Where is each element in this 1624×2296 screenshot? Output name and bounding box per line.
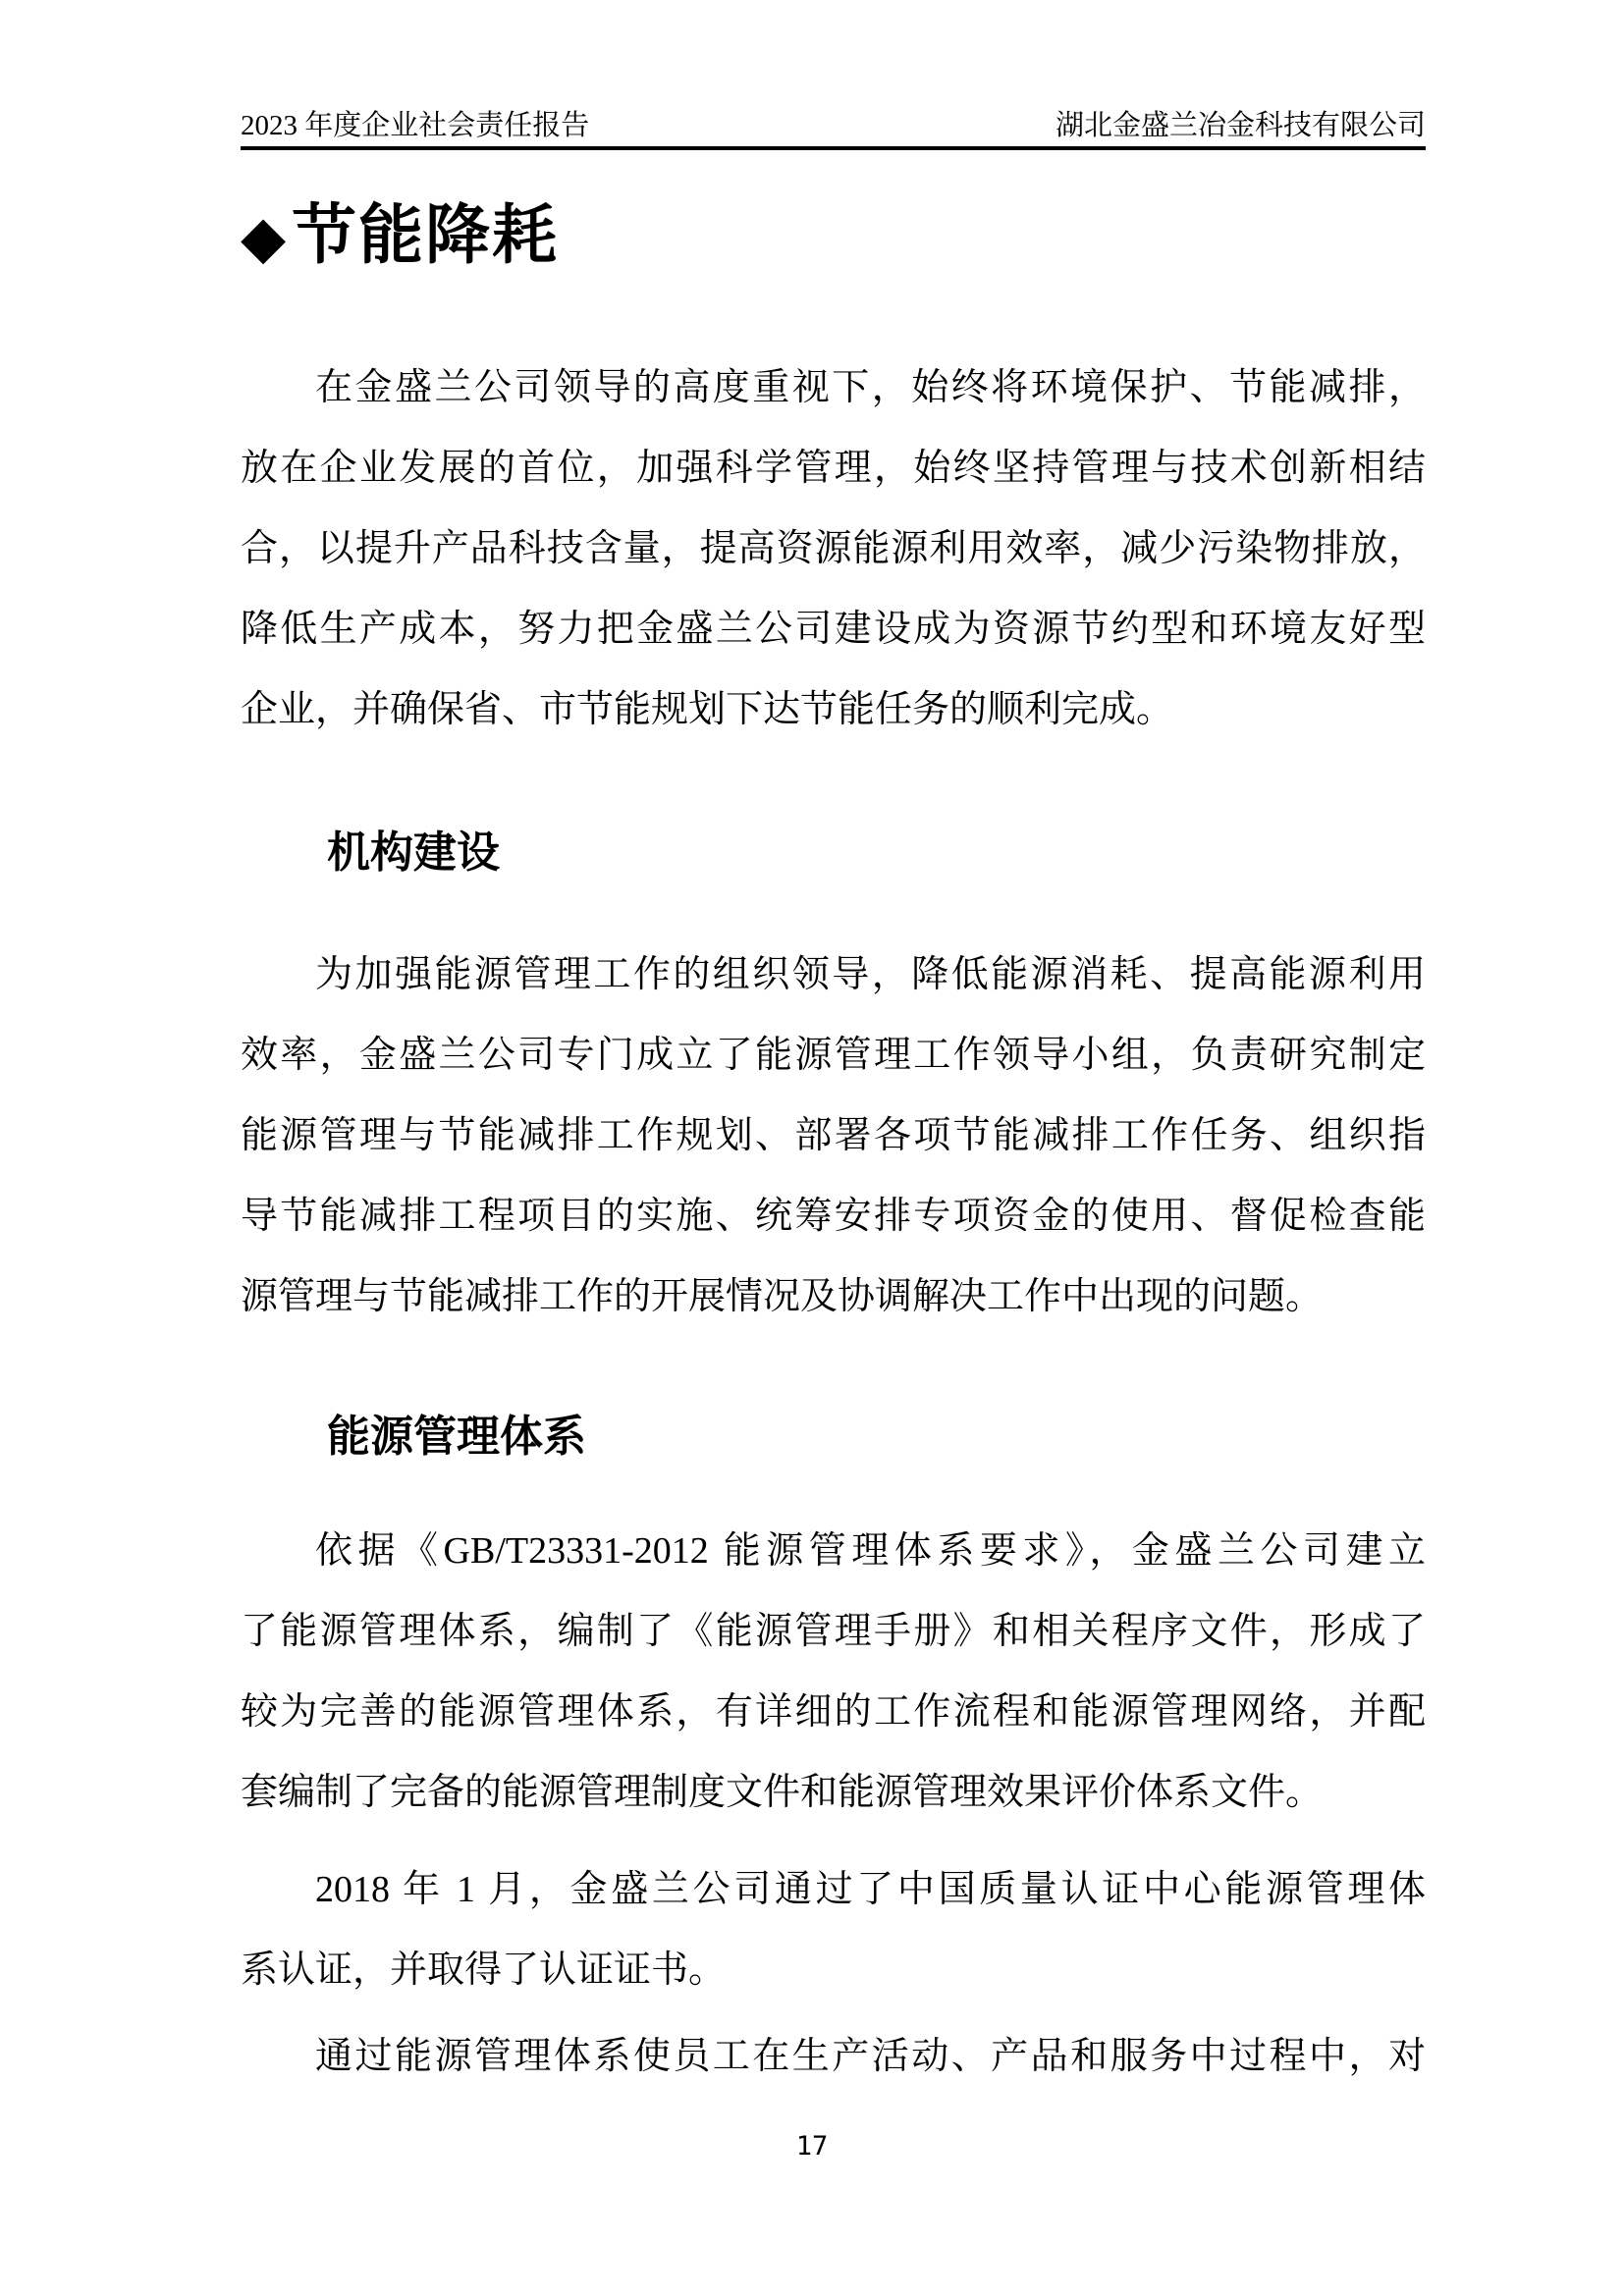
paragraph-line: 为加强能源管理工作的组织领导，降低能源消耗、提高能源利用: [315, 954, 1426, 995]
header-report-title: 2023 年度企业社会责任报告: [241, 110, 590, 141]
paragraph-line: 效率，金盛兰公司专门成立了能源管理工作领导小组，负责研究制定: [241, 1035, 1426, 1076]
document-title: [241, 194, 1426, 280]
subsection-heading: 机构建设: [327, 828, 500, 877]
document-title-text: 节能降耗: [292, 200, 560, 272]
body-paragraph: [241, 934, 1426, 1337]
subsection-heading: 能源管理体系: [327, 1413, 586, 1461]
paragraph-line: 依据《GB/T23331-2012 能源管理体系要求》，金盛兰公司建立: [315, 1530, 1426, 1572]
paragraph-line: 降低生产成本，努力把金盛兰公司建设成为资源节约型和环境友好型: [241, 609, 1426, 650]
paragraph-line: 在金盛兰公司领导的高度重视下，始终将环境保护、节能减排，: [315, 367, 1426, 408]
paragraph-line: 源管理与节能减排工作的开展情况及协调解决工作中出现的问题。: [241, 1276, 1324, 1317]
document-body: [241, 194, 1426, 2097]
paragraph-line: 放在企业发展的首位，加强科学管理，始终坚持管理与技术创新相结: [241, 448, 1426, 489]
paragraph-line: 能源管理与节能减排工作规划、部署各项节能减排工作任务、组织指: [241, 1115, 1426, 1156]
paragraph-line: 导节能减排工程项目的实施、统筹安排专项资金的使用、督促检查能: [241, 1196, 1426, 1237]
paragraph-line: 2018 年 1 月，金盛兰公司通过了中国质量认证中心能源管理体: [315, 1869, 1426, 1910]
paragraph-line: 较为完善的能源管理体系，有详细的工作流程和能源管理网络，并配: [241, 1691, 1426, 1733]
header-company-name: 湖北金盛兰冶金科技有限公司: [1055, 110, 1426, 141]
paragraph-line: 套编制了完备的能源管理制度文件和能源管理效果评价体系文件。: [241, 1772, 1324, 1813]
body-paragraph: [241, 2016, 1426, 2097]
page-number: 17: [795, 2131, 829, 2162]
paragraph-line: 企业，并确保省、市节能规划下达节能任务的顺利完成。: [241, 689, 1174, 730]
page-footer: [0, 2132, 1624, 2162]
page-header: [241, 0, 1426, 150]
body-paragraph: [241, 347, 1426, 750]
body-paragraph: [241, 1511, 1426, 1833]
body-paragraph: [241, 1849, 1426, 2010]
paragraph-line: 合，以提升产品科技含量，提高资源能源利用效率，减少污染物排放，: [241, 528, 1426, 569]
paragraph-line: 了能源管理体系，编制了《能源管理手册》和相关程序文件，形成了: [241, 1611, 1426, 1652]
diamond-bullet-icon: ◆: [241, 205, 289, 270]
paragraph-line: 通过能源管理体系使员工在生产活动、产品和服务中过程中，对: [315, 2036, 1426, 2077]
paragraph-line: 系认证，并取得了认证证书。: [241, 1949, 727, 1991]
